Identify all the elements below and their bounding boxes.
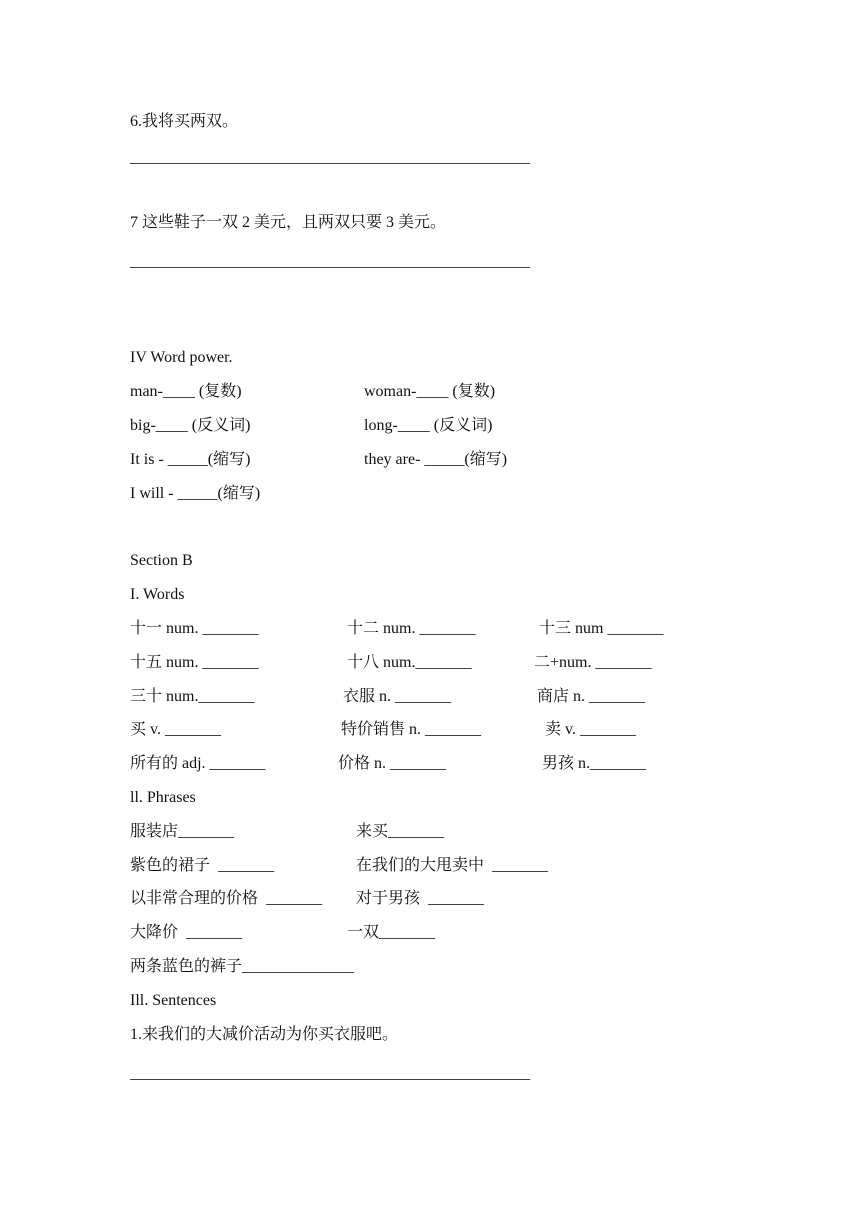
word-item: 卖 v. _______ — [545, 721, 636, 738]
phrase-item: 对于男孩 _______ — [356, 890, 485, 907]
sentences-heading: Ill. Sentences — [130, 992, 217, 1009]
word-item: 二+num. _______ — [534, 654, 652, 671]
word-item: 十八 num._______ — [347, 654, 472, 671]
answer-line-s1: __________________________________________________ — [130, 1065, 530, 1082]
question-7: 7 这些鞋子一双 2 美元，且两双只要 3 美元。 — [130, 214, 447, 231]
phrase-item: 大降价 _______ — [130, 924, 243, 941]
phrase-item: 来买_______ — [356, 823, 445, 840]
word-power-item: woman-____ (复数) — [364, 383, 496, 400]
word-item: 十五 num. _______ — [130, 654, 259, 671]
phrase-item: 两条蓝色的裤子______________ — [130, 958, 355, 975]
phrase-item: 以非常合理的价格 _______ — [130, 890, 323, 907]
word-power-item: I will - _____(缩写) — [130, 485, 261, 502]
word-item: 男孩 n._______ — [542, 755, 647, 772]
phrase-item: 在我们的大甩卖中 _______ — [356, 857, 549, 874]
word-power-item: It is - _____(缩写) — [130, 451, 251, 468]
word-power-item: they are- _____(缩写) — [364, 451, 508, 468]
word-item: 所有的 adj. _______ — [130, 755, 266, 772]
word-power-heading: IV Word power. — [130, 349, 233, 366]
answer-line-6: __________________________________________________ — [130, 149, 530, 166]
phrases-heading: ll. Phrases — [130, 789, 196, 806]
word-item: 衣服 n. _______ — [343, 688, 452, 705]
answer-line-7: __________________________________________________ — [130, 253, 530, 270]
question-6: 6.我将买两双。 — [130, 113, 239, 130]
sentence-1: 1.来我们的大减价活动为你买衣服吧。 — [130, 1026, 399, 1043]
word-item: 十一 num. _______ — [130, 620, 259, 637]
word-power-item: long-____ (反义词) — [364, 417, 493, 434]
word-power-item: man-____ (复数) — [130, 383, 242, 400]
phrase-item: 一双_______ — [347, 924, 436, 941]
phrase-item: 紫色的裙子 _______ — [130, 857, 275, 874]
word-item: 买 v. _______ — [130, 721, 221, 738]
word-item: 十三 num _______ — [539, 620, 664, 637]
section-b-title: Section B — [130, 552, 193, 569]
word-item: 特价销售 n. _______ — [341, 721, 482, 738]
word-power-item: big-____ (反义词) — [130, 417, 251, 434]
word-item: 商店 n. _______ — [537, 688, 646, 705]
phrase-item: 服装店_______ — [130, 823, 235, 840]
word-item: 十二 num. _______ — [347, 620, 476, 637]
word-item: 价格 n. _______ — [338, 755, 447, 772]
words-heading: I. Words — [130, 586, 185, 603]
word-item: 三十 num._______ — [130, 688, 255, 705]
